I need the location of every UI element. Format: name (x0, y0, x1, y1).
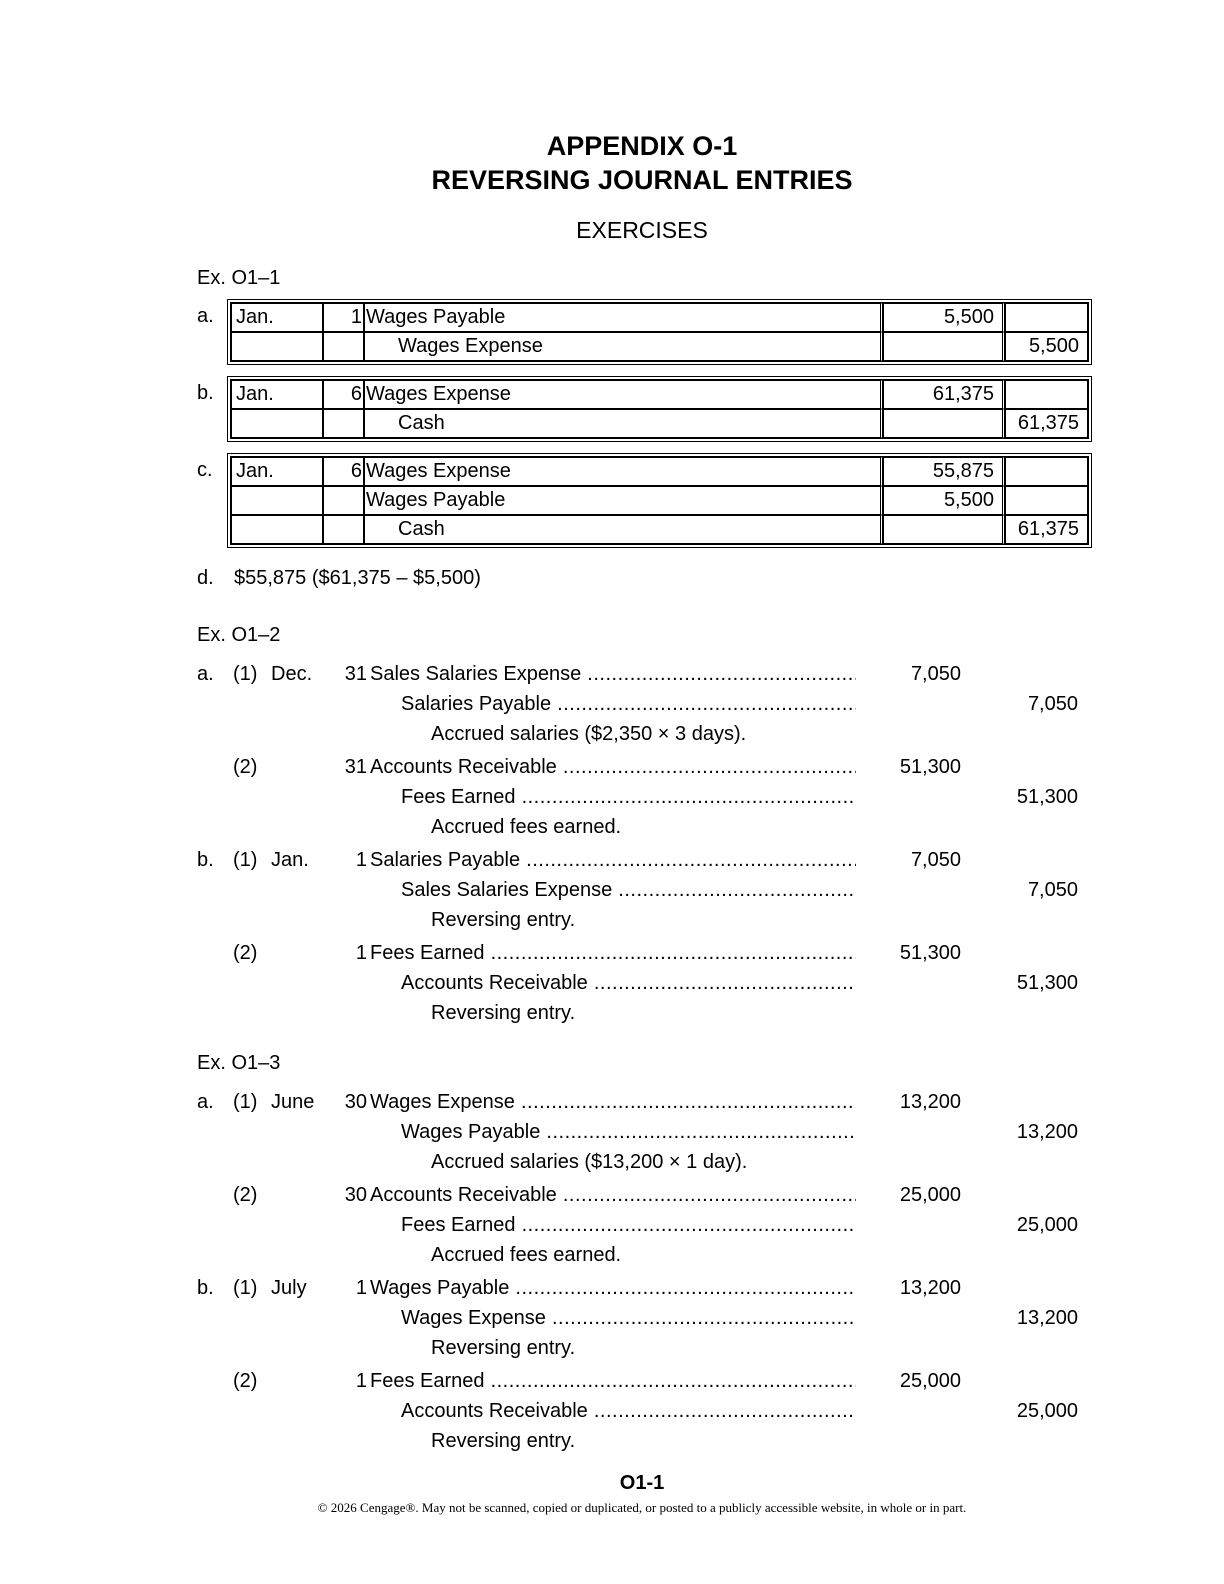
month: Jan. (271, 849, 309, 871)
account-name: Wages Payable ..... (370, 1273, 856, 1303)
journal-line (197, 875, 1097, 905)
month: Dec. (271, 663, 313, 685)
sub-part-label: (1) (233, 663, 258, 685)
debit-cell (883, 409, 1005, 438)
month-cell: Jan. (231, 380, 323, 409)
account-name: Accounts Receivable ..... (370, 752, 856, 782)
month-cell: Jan. (231, 457, 323, 486)
journal-line (197, 782, 1097, 812)
sub-part-label: (1) (233, 1091, 258, 1113)
sub-part-label: (2) (233, 942, 258, 964)
sub-part-label: (2) (233, 756, 258, 778)
credit-amount: 25,000 (1016, 1214, 1078, 1236)
explanation: Reversing entry. (431, 1002, 576, 1024)
credit-cell (1005, 380, 1088, 409)
credit-amount: 7,050 (1027, 879, 1078, 901)
journal-table (227, 299, 1092, 365)
journal-line (197, 689, 1097, 719)
entry-spacer (197, 1028, 1097, 1031)
exercise-2-journal (197, 659, 1097, 1031)
debit-cell: 5,500 (883, 303, 1005, 332)
sub-part-label: (1) (233, 849, 258, 871)
day: 1 (355, 1277, 367, 1299)
debit-cell: 5,500 (883, 486, 1005, 515)
explanation: Accrued fees earned. (431, 816, 622, 838)
day: 1 (355, 1370, 367, 1392)
entry-spacer (197, 1456, 1097, 1459)
debit-amount: 7,050 (910, 663, 961, 685)
journal-line (197, 1147, 1097, 1177)
explanation: Accrued salaries ($2,350 × 3 days). (431, 723, 747, 745)
day: 30 (344, 1184, 367, 1206)
journal-row (231, 332, 1088, 361)
day-cell: 6 (323, 457, 364, 486)
journal-line (197, 1396, 1097, 1426)
credit-amount: 51,300 (1016, 786, 1078, 808)
part-label: a. (197, 1091, 214, 1113)
account-name: Fees Earned ..... (401, 1210, 856, 1240)
journal-line (197, 752, 1097, 782)
journal-line (197, 1087, 1097, 1117)
account-name: Sales Salaries Expense ..... (401, 875, 856, 905)
credit-cell: 61,375 (1005, 515, 1088, 544)
journal-line (197, 1366, 1097, 1396)
day: 31 (344, 756, 367, 778)
debit-cell: 55,875 (883, 457, 1005, 486)
account-cell: Wages Expense (364, 380, 883, 409)
journal-line (197, 1333, 1097, 1363)
debit-amount: 13,200 (899, 1277, 961, 1299)
part-label: c. (197, 459, 213, 481)
account-name: Fees Earned ..... (401, 782, 856, 812)
part-d-label: d. (197, 567, 214, 589)
day-cell (323, 409, 364, 438)
credit-amount: 13,200 (1016, 1307, 1078, 1329)
debit-amount: 25,000 (899, 1184, 961, 1206)
part-label: a. (197, 663, 214, 685)
account-name: Fees Earned ..... (370, 1366, 856, 1396)
explanation: Accrued fees earned. (431, 1244, 622, 1266)
journal-line (197, 812, 1097, 842)
sub-part-label: (1) (233, 1277, 258, 1299)
journal-line (197, 1273, 1097, 1303)
exercise-3-journal (197, 1087, 1097, 1459)
explanation: Accrued salaries ($13,200 × 1 day). (431, 1151, 748, 1173)
account-name: Accounts Receivable ..... (370, 1180, 856, 1210)
exercise-heading-1: Ex. O1–1 (197, 267, 281, 289)
debit-amount: 51,300 (899, 942, 961, 964)
account-cell: Wages Expense (364, 332, 883, 361)
journal-line (197, 1303, 1097, 1333)
part-label: b. (197, 849, 214, 871)
credit-cell (1005, 486, 1088, 515)
explanation: Reversing entry. (431, 909, 576, 931)
chapter-title: REVERSING JOURNAL ENTRIES (431, 165, 853, 195)
journal-table (227, 453, 1092, 548)
account-cell: Cash (364, 515, 883, 544)
exercise-heading-2: Ex. O1–2 (197, 624, 281, 646)
account-name: Wages Payable ..... (401, 1117, 856, 1147)
debit-cell (883, 332, 1005, 361)
account-name: Wages Expense ..... (370, 1087, 856, 1117)
section-title: EXERCISES (576, 217, 708, 243)
journal-table (227, 376, 1092, 442)
journal-line (197, 938, 1097, 968)
journal-line (197, 1210, 1097, 1240)
credit-cell (1005, 303, 1088, 332)
day-cell: 1 (323, 303, 364, 332)
account-cell: Wages Expense (364, 457, 883, 486)
part-d-answer: $55,875 ($61,375 – $5,500) (234, 567, 481, 589)
journal-row (231, 515, 1088, 544)
journal-line (197, 659, 1097, 689)
credit-cell (1005, 457, 1088, 486)
account-name: Wages Expense ..... (401, 1303, 856, 1333)
journal-line (197, 1117, 1097, 1147)
journal-line (197, 719, 1097, 749)
day-cell (323, 515, 364, 544)
month-cell: Jan. (231, 303, 323, 332)
journal-line (197, 905, 1097, 935)
journal-line (197, 1426, 1097, 1456)
day-cell: 6 (323, 380, 364, 409)
debit-cell: 61,375 (883, 380, 1005, 409)
sub-part-label: (2) (233, 1184, 258, 1206)
journal-row (231, 486, 1088, 515)
part-label: b. (197, 1277, 214, 1299)
account-name: Accounts Receivable ..... (401, 968, 856, 998)
month: July (271, 1277, 307, 1299)
account-name: Salaries Payable ..... (370, 845, 856, 875)
day: 31 (344, 663, 367, 685)
part-label: b. (197, 382, 214, 404)
journal-line (197, 1180, 1097, 1210)
debit-amount: 7,050 (910, 849, 961, 871)
day: 30 (344, 1091, 367, 1113)
credit-amount: 25,000 (1016, 1400, 1078, 1422)
month: June (271, 1091, 315, 1113)
journal-row (231, 380, 1088, 409)
day: 1 (355, 849, 367, 871)
account-name: Fees Earned ..... (370, 938, 856, 968)
journal-line (197, 1240, 1097, 1270)
month-cell (231, 409, 323, 438)
explanation: Reversing entry. (431, 1337, 576, 1359)
explanation: Reversing entry. (431, 1430, 576, 1452)
debit-amount: 13,200 (899, 1091, 961, 1113)
debit-amount: 25,000 (899, 1370, 961, 1392)
month-cell (231, 515, 323, 544)
account-name: Accounts Receivable ..... (401, 1396, 856, 1426)
exercise-heading-3: Ex. O1–3 (197, 1052, 281, 1074)
credit-amount: 51,300 (1016, 972, 1078, 994)
page-number: O1-1 (619, 1472, 665, 1494)
credit-cell: 5,500 (1005, 332, 1088, 361)
day: 1 (355, 942, 367, 964)
day-cell (323, 486, 364, 515)
debit-amount: 51,300 (899, 756, 961, 778)
journal-row (231, 457, 1088, 486)
account-name: Salaries Payable ..... (401, 689, 856, 719)
credit-amount: 7,050 (1027, 693, 1078, 715)
journal-row (231, 303, 1088, 332)
sub-part-label: (2) (233, 1370, 258, 1392)
month-cell (231, 332, 323, 361)
journal-line (197, 845, 1097, 875)
credit-amount: 13,200 (1016, 1121, 1078, 1143)
month-cell (231, 486, 323, 515)
account-cell: Wages Payable (364, 486, 883, 515)
day-cell (323, 332, 364, 361)
journal-row (231, 409, 1088, 438)
journal-line (197, 998, 1097, 1028)
copyright-notice: © 2026 Cengage®. May not be scanned, copied or duplicated, or posted to a publicly accessible website, in whole or in part. (317, 1500, 967, 1515)
account-cell: Wages Payable (364, 303, 883, 332)
credit-cell: 61,375 (1005, 409, 1088, 438)
debit-cell (883, 515, 1005, 544)
account-cell: Cash (364, 409, 883, 438)
appendix-title: APPENDIX O-1 (546, 131, 738, 161)
account-name: Sales Salaries Expense ..... (370, 659, 856, 689)
part-label: a. (197, 305, 214, 327)
journal-line (197, 968, 1097, 998)
